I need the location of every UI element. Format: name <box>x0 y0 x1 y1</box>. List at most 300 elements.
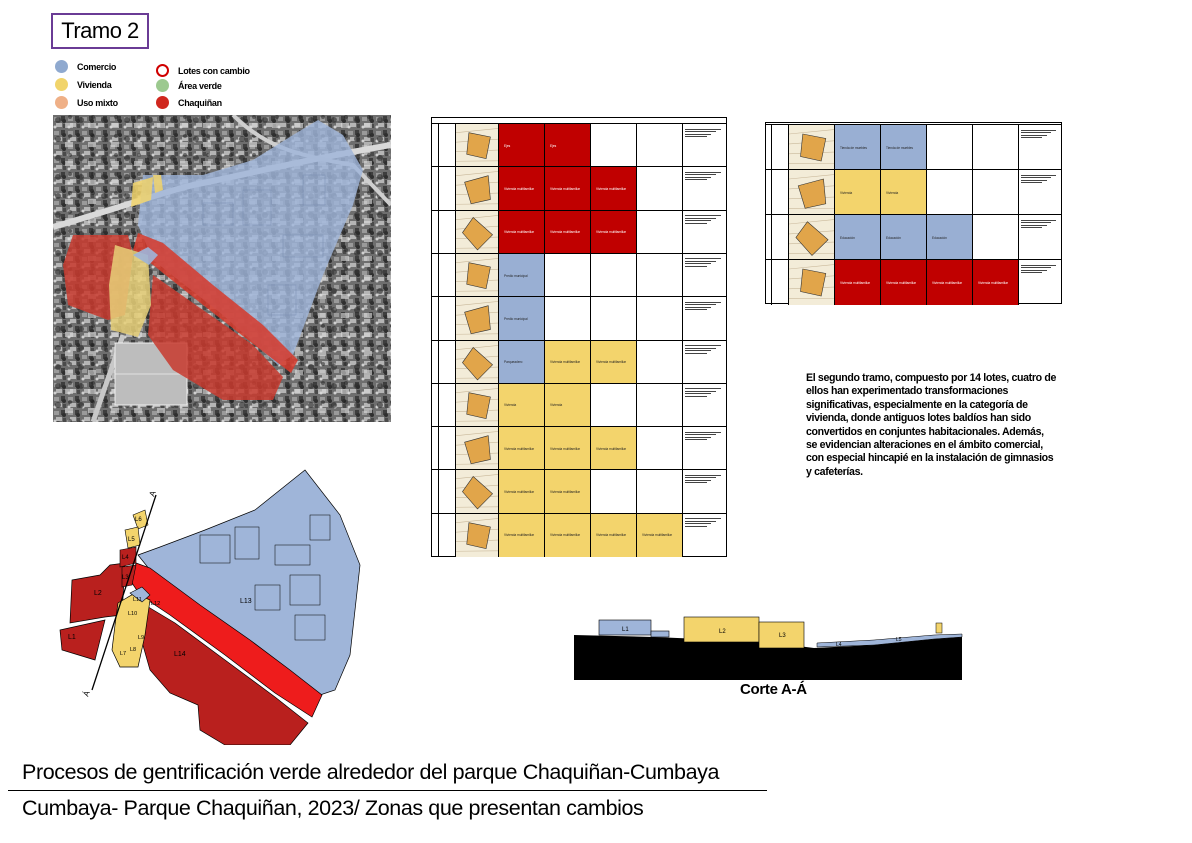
use-cell <box>591 514 637 557</box>
note-cell <box>1019 260 1062 305</box>
use-cell <box>545 167 591 210</box>
use-cell <box>591 297 637 340</box>
lot-thumbnail-cell <box>456 384 499 427</box>
plan-label: L2 <box>94 590 102 597</box>
note-text-line <box>685 353 707 354</box>
lot-thumbnail-cell <box>789 260 835 305</box>
use-cell <box>591 167 637 210</box>
note-text-line <box>685 388 721 389</box>
use-cell-text: Vivienda multifamiliar <box>596 360 627 365</box>
row-code-cell <box>439 254 456 297</box>
lots-table-side-body <box>765 122 1062 304</box>
thumbnail-road <box>456 431 499 435</box>
thumbnail-lot-shape <box>467 522 491 548</box>
use-cell <box>499 384 545 427</box>
use-cell-text: Predio municipal <box>504 273 528 278</box>
lot-thumbnail <box>456 167 499 210</box>
row-number-cell <box>431 384 439 427</box>
legend-dot-icon <box>156 96 169 109</box>
table-row <box>431 340 727 384</box>
row-number-cell <box>765 125 772 170</box>
row-number-cell <box>431 427 439 470</box>
plan-label: L13 <box>240 598 252 605</box>
thumbnail-road <box>456 302 499 306</box>
page-title: Tramo 2 <box>61 18 139 43</box>
use-cell <box>835 170 881 215</box>
note-text-line <box>685 393 711 394</box>
note-text-line <box>685 307 711 308</box>
use-cell <box>637 514 683 557</box>
lot-thumbnail <box>789 215 835 260</box>
thumbnail-lot-shape <box>467 133 491 159</box>
plan-label: L10 <box>128 611 138 617</box>
legend-item-chaquinan <box>156 96 222 109</box>
lot-thumbnail-cell <box>789 125 835 170</box>
plan-label: L3 <box>122 575 129 581</box>
use-cell <box>499 427 545 470</box>
note-cell <box>683 211 727 254</box>
thumbnail-lot-shape <box>462 347 492 379</box>
thumbnail-lot-shape <box>465 306 491 334</box>
plan-label: L4 <box>122 555 129 561</box>
legend-item-lotes-con-cambio <box>156 64 250 77</box>
note-text-line <box>685 523 711 524</box>
row-code-cell <box>439 514 456 557</box>
row-number-cell <box>431 211 439 254</box>
note-text-line <box>685 437 711 438</box>
use-cell <box>835 260 881 305</box>
use-cell <box>881 215 927 260</box>
use-cell <box>591 470 637 513</box>
note-cell <box>683 254 727 297</box>
lots-table-side <box>765 122 1062 304</box>
legend-item-vivienda <box>55 78 111 91</box>
legend-item-area-verde <box>156 79 222 92</box>
note-text-line <box>1021 177 1051 178</box>
note-text-line <box>685 477 716 478</box>
row-number-cell <box>431 297 439 340</box>
use-cell <box>545 427 591 470</box>
use-cell-text: Vivienda multifamiliar <box>504 533 535 538</box>
lot-thumbnail <box>456 427 499 470</box>
note-cell <box>1019 170 1062 215</box>
note-text-line <box>685 177 711 178</box>
lot-thumbnail <box>456 297 499 340</box>
lot-thumbnail-cell <box>456 427 499 470</box>
legend-dot-icon <box>156 79 169 92</box>
row-number-cell <box>431 254 439 297</box>
table-row <box>431 426 727 470</box>
plan-label: L11 <box>133 597 142 603</box>
note-text-line <box>685 179 707 180</box>
note-text-line <box>685 345 721 346</box>
legend-label: Chaquiñan <box>178 97 222 108</box>
note-text-line <box>685 134 711 135</box>
legend-label: Vivienda <box>77 79 112 90</box>
note-text-line <box>1021 222 1051 223</box>
use-cell <box>545 470 591 513</box>
note-text-line <box>1021 227 1042 228</box>
use-cell <box>545 384 591 427</box>
plan-label: L1 <box>68 634 76 641</box>
section-label: L4 <box>836 642 842 648</box>
table-row <box>765 169 1062 215</box>
use-cell <box>881 260 927 305</box>
site-plan <box>50 455 380 745</box>
lot-thumbnail-cell <box>789 215 835 260</box>
lots-table-main-body <box>431 117 727 557</box>
use-cell-text: Vivienda <box>504 403 517 408</box>
note-text-line <box>685 263 711 264</box>
note-text-line <box>1021 130 1056 131</box>
use-cell-text: Tienda de muebles <box>886 145 913 150</box>
use-cell <box>881 170 927 215</box>
row-number-cell <box>431 167 439 210</box>
use-cell <box>591 427 637 470</box>
description-text: El segundo tramo, compuesto por 14 lotes, cuatro de ellos han experimentado transformaciones significativas, especialmente en la categoría de vivienda, donde antiguos lotes baldíos han sido convertidos en conjuntes habitacionales. Además, se evidencian alteraciones en el ámbito comercial, con especial hincapié en la instalación de gimnasios y cafeterías. <box>806 372 1056 478</box>
row-code-cell <box>772 170 789 215</box>
row-number-cell <box>431 514 439 557</box>
note-cell <box>683 167 727 210</box>
row-number-cell <box>431 124 439 167</box>
use-cell <box>545 341 591 384</box>
table-row <box>431 513 727 557</box>
note-text-line <box>1021 270 1047 271</box>
note-text-line <box>1021 272 1042 273</box>
thumbnail-road <box>456 518 499 522</box>
use-cell <box>927 170 973 215</box>
plan-label: L5 <box>128 537 135 543</box>
use-cell <box>499 514 545 557</box>
plan-label: L9 <box>138 635 145 641</box>
legend-ring-icon <box>156 64 169 77</box>
lot-thumbnail-cell <box>456 167 499 210</box>
use-cell-text: Educación <box>932 235 947 240</box>
use-cell <box>927 260 973 305</box>
plan-label: L7 <box>120 651 127 657</box>
section-block <box>651 631 669 637</box>
section-label: L5 <box>896 637 902 643</box>
lot-thumbnail <box>456 341 499 384</box>
note-text-line <box>1021 267 1051 268</box>
section-drawing <box>574 615 964 680</box>
use-cell <box>499 341 545 384</box>
thumbnail-lot-shape <box>796 222 828 256</box>
table-row <box>431 383 727 427</box>
use-cell <box>545 124 591 167</box>
thumbnail-road <box>789 265 835 270</box>
note-text-line <box>1021 137 1042 138</box>
thumbnail-road <box>456 475 499 479</box>
row-code-cell <box>439 167 456 210</box>
table-row <box>765 214 1062 260</box>
use-cell-text: Vivienda multifamiliar <box>550 490 581 495</box>
lot-thumbnail-cell <box>456 254 499 297</box>
note-text-line <box>685 261 716 262</box>
note-text-line <box>685 266 707 267</box>
note-text-line <box>685 432 721 433</box>
lot-thumbnail-cell <box>456 470 499 513</box>
row-code-cell <box>439 297 456 340</box>
footer-title: Procesos de gentrificación verde alrededor del parque Chaquiñan-Cumbaya <box>22 760 720 784</box>
thumbnail-road <box>789 175 835 180</box>
use-cell <box>545 514 591 557</box>
row-number-cell <box>765 170 772 215</box>
thumbnail-lot-shape <box>465 436 491 464</box>
note-text-line <box>685 482 707 483</box>
legend-item-uso-mixto <box>55 96 118 109</box>
use-cell <box>545 254 591 297</box>
use-cell-text: Vivienda multifamiliar <box>504 490 535 495</box>
use-cell <box>637 470 683 513</box>
use-cell <box>835 215 881 260</box>
legend-label: Uso mixto <box>77 97 118 108</box>
note-text-line <box>685 304 716 305</box>
row-code-cell <box>772 260 789 305</box>
thumbnail-road <box>456 215 499 219</box>
note-text-line <box>1021 182 1042 183</box>
use-cell <box>591 211 637 254</box>
row-number-cell <box>431 341 439 384</box>
use-cell-text: Vivienda multifamiliar <box>550 533 581 538</box>
row-code-cell <box>439 384 456 427</box>
note-text-line <box>1021 135 1047 136</box>
use-cell <box>927 125 973 170</box>
note-cell <box>683 384 727 427</box>
use-cell <box>927 215 973 260</box>
lot-thumbnail <box>456 384 499 427</box>
thumbnail-lot-shape <box>462 477 492 509</box>
use-cell <box>591 124 637 167</box>
table-row <box>431 210 727 254</box>
use-cell-text: Vivienda multifamiliar <box>978 280 1009 285</box>
note-text-line <box>1021 180 1047 181</box>
lot-thumbnail-cell <box>456 124 499 167</box>
row-code-cell <box>772 215 789 260</box>
use-cell-text: Educación <box>840 235 855 240</box>
thumbnail-lot-shape <box>462 217 492 249</box>
section-label: L3 <box>779 633 786 639</box>
legend-label: Área verde <box>178 80 222 91</box>
use-cell <box>545 211 591 254</box>
lot-thumbnail <box>789 170 835 215</box>
lot-thumbnail-cell <box>456 211 499 254</box>
note-text-line <box>685 131 716 132</box>
use-cell <box>499 470 545 513</box>
note-text-line <box>685 309 707 310</box>
lot-thumbnail <box>456 211 499 254</box>
thumbnail-lot-shape <box>465 176 491 204</box>
use-cell-text: Vivienda multifamiliar <box>596 186 627 191</box>
note-cell <box>683 514 727 557</box>
legend-label: Comercio <box>77 61 117 72</box>
use-cell-text: Parqueadero <box>504 360 523 365</box>
use-cell-text: Ejes <box>504 143 511 148</box>
note-text-line <box>685 475 721 476</box>
thumbnail-lot-shape <box>801 269 826 296</box>
row-code-cell <box>439 124 456 167</box>
thumbnail-road <box>456 388 499 392</box>
plan-label: L6 <box>135 517 142 523</box>
lot-thumbnail <box>789 260 835 305</box>
use-cell-text: Predio municipal <box>504 316 528 321</box>
note-text-line <box>685 258 721 259</box>
use-cell <box>973 125 1019 170</box>
row-code-cell <box>439 341 456 384</box>
thumbnail-road <box>456 345 499 349</box>
note-text-line <box>685 136 707 137</box>
plan-label: L8 <box>130 647 137 653</box>
use-cell-text: Vivienda multifamiliar <box>504 186 535 191</box>
table-row <box>431 253 727 297</box>
thumbnail-lot-shape <box>801 134 826 161</box>
use-cell <box>591 254 637 297</box>
note-cell <box>1019 125 1062 170</box>
section-label: L1 <box>622 627 629 633</box>
row-code-cell <box>772 125 789 170</box>
table-row <box>431 123 727 167</box>
use-cell <box>499 254 545 297</box>
legend-dot-icon <box>55 96 68 109</box>
use-cell-text: Vivienda multifamiliar <box>596 533 627 538</box>
note-cell <box>683 427 727 470</box>
lot-thumbnail-cell <box>789 170 835 215</box>
plan-lot-l1 <box>60 620 105 660</box>
use-cell-text: Vivienda multifamiliar <box>550 360 581 365</box>
use-cell <box>499 297 545 340</box>
use-cell <box>591 341 637 384</box>
row-number-cell <box>765 260 772 305</box>
thumbnail-road <box>456 128 499 132</box>
use-cell <box>637 384 683 427</box>
note-text-line <box>1021 132 1051 133</box>
section-label: L2 <box>719 629 726 635</box>
use-cell-text: Vivienda multifamiliar <box>550 186 581 191</box>
legend-dot-icon <box>55 60 68 73</box>
use-cell <box>973 215 1019 260</box>
row-number-cell <box>431 470 439 513</box>
use-cell <box>637 341 683 384</box>
legend-dot-icon <box>55 78 68 91</box>
footer-divider <box>8 790 767 791</box>
use-cell <box>545 297 591 340</box>
note-text-line <box>685 396 707 397</box>
note-text-line <box>1021 265 1056 266</box>
use-cell <box>499 211 545 254</box>
use-cell-text: Vivienda <box>840 190 853 195</box>
table-row <box>431 296 727 340</box>
note-text-line <box>685 218 716 219</box>
thumbnail-road <box>789 130 835 135</box>
note-cell <box>1019 215 1062 260</box>
use-cell <box>637 427 683 470</box>
note-cell <box>683 124 727 167</box>
use-cell-text: Vivienda multifamiliar <box>550 446 581 451</box>
use-cell-text: Vivienda multifamiliar <box>504 446 535 451</box>
note-text-line <box>1021 175 1056 176</box>
note-text-line <box>685 350 711 351</box>
row-code-cell <box>439 470 456 513</box>
use-cell <box>591 384 637 427</box>
section-title: Corte A-Á <box>740 681 807 698</box>
lot-thumbnail <box>456 514 499 557</box>
plan-label: L14 <box>174 651 186 658</box>
lot-thumbnail <box>789 125 835 170</box>
use-cell-text: Vivienda multifamiliar <box>886 280 917 285</box>
use-cell <box>637 297 683 340</box>
use-cell <box>637 167 683 210</box>
use-cell <box>637 254 683 297</box>
lot-thumbnail-cell <box>456 341 499 384</box>
title-box <box>51 13 149 49</box>
note-text-line <box>685 526 707 527</box>
use-cell-text: Vivienda multifamiliar <box>596 230 627 235</box>
use-cell-text: Vivienda multifamiliar <box>840 280 871 285</box>
lots-table-main <box>431 117 727 557</box>
lot-thumbnail <box>456 124 499 167</box>
note-text-line <box>685 223 707 224</box>
plan-label: L12 <box>151 601 161 607</box>
note-cell <box>683 470 727 513</box>
use-cell-text: Vivienda <box>550 403 563 408</box>
thumbnail-lot-shape <box>467 392 491 418</box>
note-text-line <box>1021 220 1056 221</box>
use-cell <box>637 211 683 254</box>
use-cell-text: Vivienda multifamiliar <box>550 230 581 235</box>
thumbnail-road <box>456 258 499 262</box>
use-cell-text: Vivienda multifamiliar <box>932 280 963 285</box>
table-row <box>765 259 1062 305</box>
lot-thumbnail-cell <box>456 297 499 340</box>
use-cell-text: Educación <box>886 235 901 240</box>
lot-thumbnail-cell <box>456 514 499 557</box>
use-cell <box>499 167 545 210</box>
use-cell-text: Ejes <box>550 143 557 148</box>
use-cell-text: Tienda de muebles <box>840 145 867 150</box>
legend-item-comercio <box>55 60 116 73</box>
note-text-line <box>685 391 716 392</box>
thumbnail-lot-shape <box>798 179 826 208</box>
note-text-line <box>685 174 716 175</box>
row-code-cell <box>439 427 456 470</box>
section-block-l5 <box>936 623 942 633</box>
use-cell-text: Vivienda multifamiliar <box>504 230 535 235</box>
lot-thumbnail <box>456 470 499 513</box>
note-cell <box>683 341 727 384</box>
note-text-line <box>685 129 721 130</box>
table-row <box>431 166 727 210</box>
use-cell <box>973 170 1019 215</box>
row-number-cell <box>765 215 772 260</box>
thumbnail-lot-shape <box>467 263 491 289</box>
note-text-line <box>685 521 716 522</box>
use-cell-text: Vivienda multifamiliar <box>642 533 673 538</box>
axis-label-top: A <box>147 489 158 498</box>
use-cell-text: Vivienda multifamiliar <box>596 446 627 451</box>
table-row <box>765 124 1062 170</box>
note-text-line <box>685 439 707 440</box>
plan-lot-vivienda <box>112 593 150 667</box>
use-cell-text: Vivienda <box>886 190 899 195</box>
aerial-map <box>53 115 391 422</box>
note-text-line <box>685 480 711 481</box>
note-text-line <box>685 348 716 349</box>
note-text-line <box>685 518 721 519</box>
use-cell <box>835 125 881 170</box>
use-cell <box>637 124 683 167</box>
thumbnail-road <box>456 172 499 176</box>
note-text-line <box>685 220 711 221</box>
